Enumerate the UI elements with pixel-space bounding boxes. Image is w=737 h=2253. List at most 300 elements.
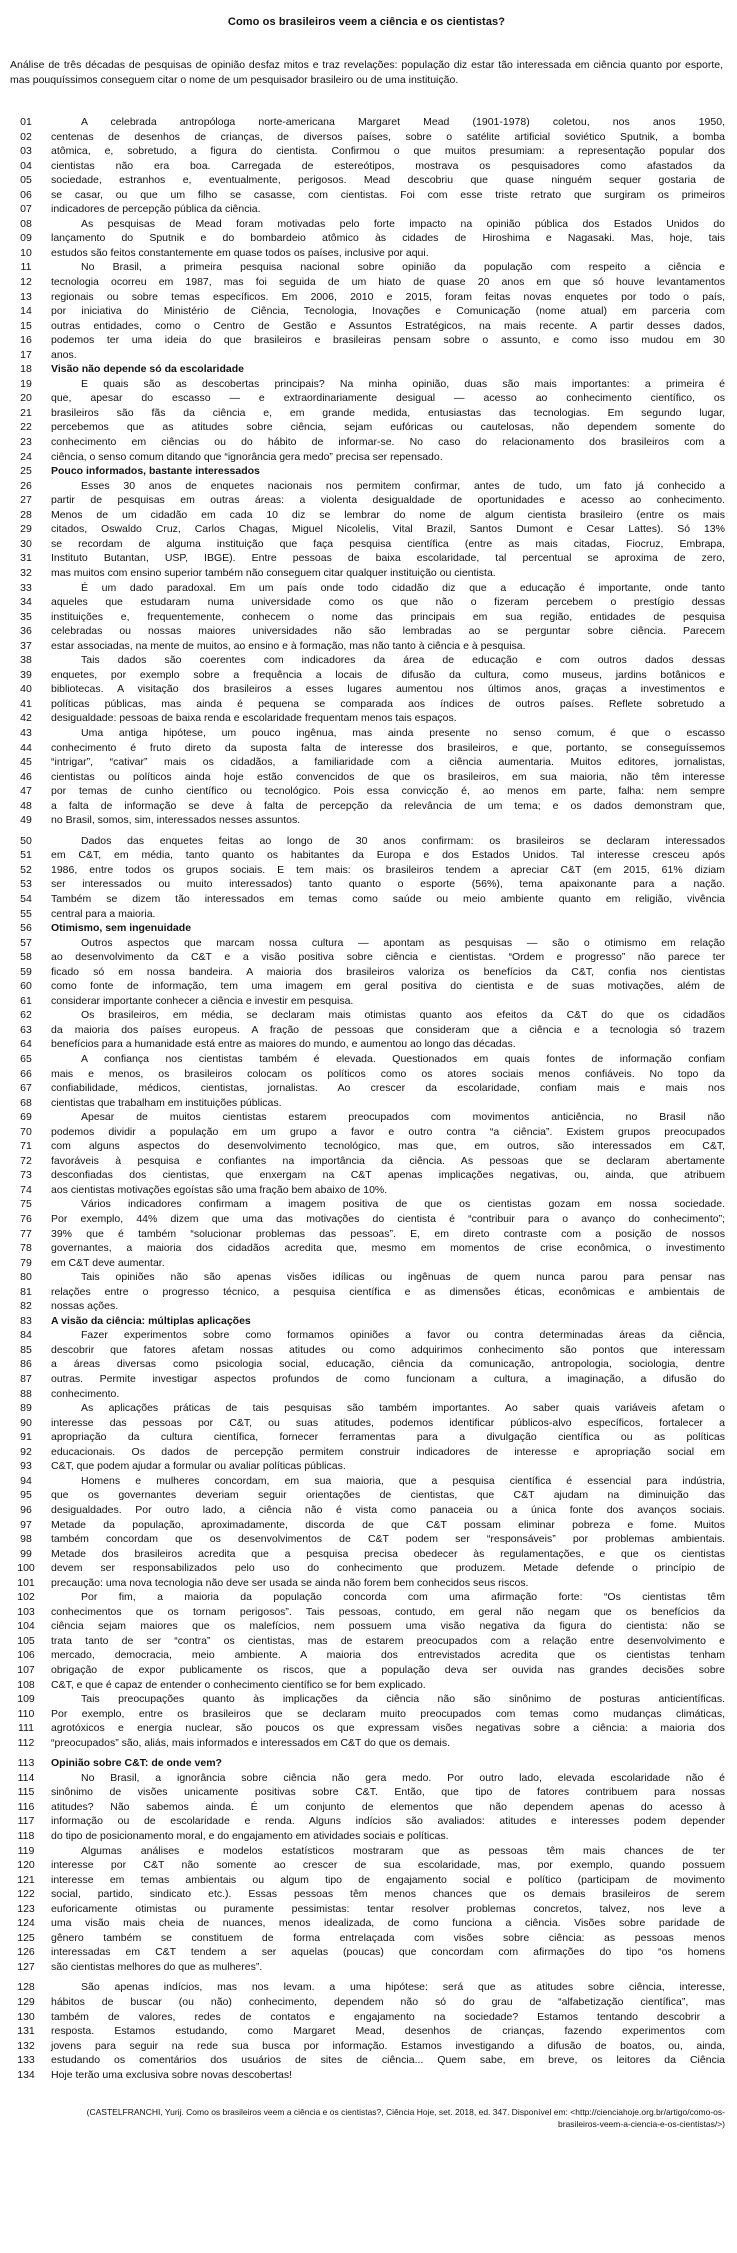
- line-text: por temas de cunho científico ou tecnológico. Pois essa convicção é, ao menos em parte, falha: nem sempre: [51, 785, 725, 798]
- line-number: 88: [20, 1387, 32, 1400]
- text-line: [8, 2068, 725, 2083]
- line-text: ser interessados ou muito interessados) tanto quanto o esporte (56%), tema apaixonante para a nação.: [51, 878, 725, 891]
- text-line: [8, 348, 725, 363]
- line-text: educacionais. Os dados de percepção permitem construir indicadores de interesse e apropriação social em: [51, 1445, 725, 1458]
- line-number: 53: [20, 878, 32, 891]
- line-text: a áreas diversas como psicologia social, educação, ciência da comunicação, antropologia, sociologia, dentre: [51, 1358, 725, 1371]
- text-line: [8, 1829, 725, 1844]
- line-text: aos cientistas motivações egoístas são uma fração bem abaixo de 10%.: [51, 1183, 388, 1196]
- line-number: 100: [17, 1562, 35, 1575]
- line-number: 111: [18, 1722, 34, 1735]
- text-line: [8, 1960, 725, 1975]
- line-number: 44: [20, 741, 32, 754]
- line-text: com alguns aspectos do desenvolvimento tecnológico, mas que, em outros, são interessados em C&T,: [51, 1140, 725, 1153]
- line-number: 112: [17, 1736, 35, 1749]
- text-line: [8, 479, 725, 494]
- line-text: Homens e mulheres concordam, em sua maioria, que a pesquisa científica é essencial para indústria,: [81, 1474, 725, 1487]
- text-line: [8, 848, 725, 863]
- text-line: [8, 522, 725, 537]
- line-number: 83: [20, 1314, 32, 1327]
- line-number: 90: [20, 1416, 32, 1429]
- line-text: euforicamente otimistas ou puramente pessimistas: tentar resolver problemas concretos, talvez, nos leve a: [51, 1902, 725, 1915]
- text-line: [8, 1328, 725, 1343]
- text-line: [8, 711, 725, 726]
- line-text: Fazer experimentos sobre como formamos opiniões a favor ou contra determinadas áreas da ciência,: [81, 1329, 725, 1342]
- line-number: 96: [20, 1503, 32, 1516]
- line-number: 43: [20, 726, 32, 739]
- line-number: 14: [20, 305, 32, 318]
- line-text: Metade dos brasileiros acredita que a pesquisa precisa obedecer às regulamentações, e que os cientistas: [51, 1547, 725, 1560]
- text-line: [8, 1154, 725, 1169]
- line-number: 39: [20, 668, 32, 681]
- line-number: 98: [20, 1533, 32, 1546]
- text-line: [8, 863, 725, 878]
- line-number: 09: [20, 232, 32, 245]
- line-text: trata tanto de ser “contra” os cientistas, mas de estarem preocupados com a relação entre desenvolvimento e: [51, 1634, 725, 1647]
- line-number: 76: [20, 1213, 32, 1226]
- line-text: confiabilidade, médicos, cientistas, jornalistas. Ao crescer da escolaridade, confiam mais e mais nos: [51, 1082, 725, 1095]
- text-line: [8, 1887, 725, 1902]
- text-line: [8, 1844, 725, 1859]
- line-number: 22: [20, 421, 32, 434]
- line-text: estudando os comentários dos usuários de sites de ciência... Quem sabe, em breve, os leitores da Ciência: [51, 2054, 725, 2067]
- line-text: Tais opiniões não são apenas visões idílicas ou ingênuas de quem nunca parou para pensar nas: [81, 1271, 725, 1284]
- line-text: que, apesar do escasso — e extraordinariamente desigual — acesso ao conhecimento científico, os: [51, 392, 725, 405]
- text-line: [8, 435, 725, 450]
- line-number: 133: [17, 2054, 35, 2067]
- text-line: [8, 1518, 725, 1533]
- line-text: devem ser responsabilizados pelo uso do conhecimento que produzem. Metade defende o princípio de: [51, 1562, 725, 1575]
- text-line: [8, 493, 725, 508]
- line-number: 34: [20, 596, 32, 609]
- text-line: [8, 892, 725, 907]
- line-number: 29: [20, 523, 32, 536]
- line-number: 15: [20, 319, 32, 332]
- text-line: [8, 682, 725, 697]
- line-number: 66: [20, 1067, 32, 1080]
- text-line: [8, 188, 725, 203]
- text-line: [8, 1736, 725, 1751]
- line-text: desigualdades. Por outro lado, a ciência não é vista como panaceia ou a única fonte dos avanços sociais.: [51, 1503, 725, 1516]
- line-text: cientistas que trabalham em instituições públicas.: [51, 1096, 282, 1109]
- line-text: mais e menos, os brasileiros colocam os políticos como os atores sociais menos confiáveis. No topo da: [51, 1067, 725, 1080]
- line-text: por iniciativa do Ministério de Ciência, Tecnologia, Inovações e Comunicação (nome atual) em parceria com: [51, 305, 725, 318]
- line-number: 45: [20, 756, 32, 769]
- text-line: [8, 1503, 725, 1518]
- line-text: É um dado paradoxal. Em um país onde todo cidadão diz que a educação é importante, onde tanto: [81, 581, 725, 594]
- line-number: 07: [20, 203, 32, 216]
- text-line: [8, 1547, 725, 1562]
- line-number: 102: [17, 1591, 35, 1604]
- line-number: 63: [20, 1023, 32, 1036]
- line-number: 54: [20, 892, 32, 905]
- text-line: [8, 755, 725, 770]
- line-text: No Brasil, a primeira pesquisa nacional sobre opinião da população com respeito a ciência e: [81, 261, 725, 274]
- text-line: [8, 1648, 725, 1663]
- line-number: 25: [20, 465, 32, 478]
- line-number: 56: [20, 922, 32, 935]
- line-text: resposta. Estamos estudando, como Margaret Mead, desenhos de crianças, fazendo experimentos com: [51, 2025, 725, 2038]
- line-number: 118: [17, 1829, 35, 1842]
- text-line: [8, 581, 725, 596]
- text-line: [8, 979, 725, 994]
- line-number: 60: [20, 980, 32, 993]
- text-line: [8, 1299, 725, 1314]
- text-line: [8, 1678, 725, 1693]
- line-number: 20: [20, 392, 32, 405]
- line-number: 55: [20, 907, 32, 920]
- text-line: [8, 1212, 725, 1227]
- section-heading: Otimismo, sem ingenuidade: [51, 922, 192, 935]
- line-text: em C&T, em média, tanto quanto os habitantes da Europa e dos Estados Unidos. Tal interesse cresceu após: [51, 849, 725, 862]
- text-line: [8, 1980, 725, 1995]
- line-text: central para a maioria.: [51, 907, 156, 920]
- line-text: nossas ações.: [51, 1300, 119, 1313]
- line-text: que os governantes deveriam seguir orientações de cientistas, que C&T ajudam na diminuição das: [51, 1489, 725, 1502]
- line-number: 87: [20, 1373, 32, 1386]
- line-text: uma visão mais cheia de nuances, menos idealizada, de como funciona a ciência. Visões sobre paridade de: [51, 1917, 725, 1930]
- line-number: 127: [17, 1960, 35, 1973]
- line-number: 134: [17, 2068, 35, 2081]
- line-number: 68: [20, 1096, 32, 1109]
- text-line: [8, 1270, 725, 1285]
- line-number: 97: [20, 1518, 32, 1531]
- line-number: 91: [20, 1431, 32, 1444]
- line-text: ao desenvolvimento da C&T e a visão positiva sobre ciência e cientistas. “Ordem e progresso” não parece ter: [51, 951, 725, 964]
- line-number: 42: [20, 712, 32, 725]
- line-text: indicadores de percepção pública da ciência.: [51, 203, 261, 216]
- line-text: interesse das pessoas por C&T, ou suas atitudes, podemos identificar públicos-alvo específicos, fortalecer a: [51, 1416, 725, 1429]
- text-line: [8, 246, 725, 261]
- line-text: interessadas em C&T tendem a ser aquelas (poucas) que concordam com afirmações do tipo “os homens: [51, 1946, 725, 1959]
- line-number: 109: [17, 1693, 35, 1706]
- line-number: 108: [17, 1678, 35, 1691]
- line-text: Por exemplo, entre os brasileiros que se declaram muito preocupados com temas como mudanças climáticas,: [51, 1707, 725, 1720]
- line-number: 115: [17, 1786, 35, 1799]
- line-number: 70: [20, 1125, 32, 1138]
- line-text: Menos de um cidadão em cada 10 diz se lembrar do nome de algum cientista brasileiro (entre os mais: [51, 508, 725, 521]
- text-line: [8, 391, 725, 406]
- line-text: apropriação da cultura científica, fornecer ferramentas para a divulgação científica ou as políticas: [51, 1431, 725, 1444]
- text-line: [8, 450, 725, 465]
- text-line: [8, 1008, 725, 1023]
- line-text: partir de pesquisas em outras áreas: a violenta desigualdade de oportunidades e acesso ao conhecimento.: [51, 494, 725, 507]
- text-line: [8, 304, 725, 319]
- text-line: [8, 1023, 725, 1038]
- line-text: As pesquisas de Mead foram motivadas pelo forte impacto na opinião pública dos Estados Unidos do: [81, 217, 725, 230]
- line-number: 122: [17, 1888, 35, 1901]
- line-number: 62: [20, 1009, 32, 1022]
- text-line: [8, 799, 725, 814]
- line-number: 132: [17, 2039, 35, 2052]
- line-text: Dados das enquetes feitas ao longo de 30 anos confirmam: os brasileiros se declaram interessados: [81, 834, 725, 847]
- line-text: agrotóxicos e energia nuclear, são poucos os que expressam visões negativas sobre a ciência: a maioria dos: [51, 1722, 725, 1735]
- line-text: tecnologia ocorreu em 1987, mas foi seguida de um hiato de quase 20 anos em que só houve levantamentos: [51, 276, 725, 289]
- line-text: se casar, ou que um filho se casasse, com cientistas. Foi com esse triste retrato que surgiram os primeiros: [51, 188, 725, 201]
- line-number: 85: [20, 1343, 32, 1356]
- text-line: [8, 551, 725, 566]
- text-line: [8, 1416, 725, 1431]
- text-line: [8, 275, 725, 290]
- line-text: favoráveis à pesquisa e confiantes na importância da ciência. As pessoas que se declaram abertamente: [51, 1154, 725, 1167]
- text-line: [8, 2053, 725, 2068]
- line-text: 39% que é também “solucionar problemas das pessoas”. E, em direto contraste com a posição de nossos: [51, 1227, 725, 1240]
- line-text: interesse por C&T não somente ao crescer de sua escolaridade, mas, por exemplo, quando possuem: [51, 1859, 725, 1872]
- text-line: [8, 1372, 725, 1387]
- text-line: [8, 1052, 725, 1067]
- line-text: podemos dividir a população em um grupo a favor e outro contra “a ciência”. Existem grupos preocupados: [51, 1125, 725, 1138]
- text-line: [8, 653, 725, 668]
- text-line: [8, 965, 725, 980]
- line-number: 131: [17, 2025, 35, 2038]
- line-number: 11: [20, 261, 32, 274]
- line-number: 123: [17, 1902, 35, 1915]
- line-number: 26: [20, 479, 32, 492]
- line-number: 77: [20, 1227, 32, 1240]
- text-line: [8, 1110, 725, 1125]
- line-number: 18: [20, 363, 32, 376]
- line-number: 73: [20, 1169, 32, 1182]
- line-number: 35: [20, 610, 32, 623]
- text-line: [8, 1916, 725, 1931]
- line-number: 47: [20, 785, 32, 798]
- line-text: Por exemplo, 44% dizem que uma das motivações do cientista é “contribuir para o avanço do conhecimento”;: [51, 1213, 725, 1226]
- line-number: 121: [17, 1873, 35, 1886]
- line-text: se recordam de alguma instituição que faça pesquisa científica (entre as mais citadas, Fiocruz, Embrapa,: [51, 537, 725, 550]
- text-line: [8, 1532, 725, 1547]
- text-line: [8, 697, 725, 712]
- line-text: Tais preocupações quanto às implicações da ciência não são sinônimo de posturas anticientíficas.: [81, 1693, 725, 1706]
- line-number: 19: [20, 377, 32, 390]
- line-text: A confiança nos cientistas também é elevada. Questionados em quais fontes de informação confiam: [81, 1053, 725, 1065]
- line-text: cientistas ou políticos ainda hoje estão convencidos de que os brasileiros, em sua maioria, não têm interesse: [51, 770, 725, 783]
- section-heading: Opinião sobre C&T: de onde vem?: [51, 1757, 222, 1770]
- line-number: 119: [17, 1844, 35, 1857]
- line-text: sociedade, estranhos e, eventualmente, perigosos. Mead descobriu que quase ninguém sequer gostaria de: [51, 174, 725, 187]
- text-line: [8, 1873, 725, 1888]
- text-line: [8, 1707, 725, 1722]
- text-line: [8, 1814, 725, 1829]
- line-text: governantes, a maioria dos cidadãos acredita que, mesmo em momentos de crise econômica, o investimento: [51, 1242, 725, 1255]
- line-number: 130: [17, 2010, 35, 2023]
- line-text: percebemos que as atitudes sobre ciência, sejam eufóricas ou cautelosas, não dependem somente do: [51, 421, 725, 434]
- line-number: 93: [20, 1460, 32, 1473]
- text-line: [8, 566, 725, 581]
- text-line: [8, 1445, 725, 1460]
- text-line: [8, 1139, 725, 1154]
- text-line: [8, 877, 725, 892]
- line-number: 40: [20, 683, 32, 696]
- line-text: cientistas não era boa. Carregada de estereótipos, mostrava os pesquisadores como afastados da: [51, 159, 725, 172]
- line-number: 49: [20, 814, 32, 827]
- text-line: [8, 668, 725, 683]
- line-number: 32: [20, 566, 32, 579]
- line-number: 16: [20, 334, 32, 347]
- text-line: [8, 1474, 725, 1489]
- line-text: Por fim, a maioria da população concorda com uma afirmação forte: “Os cientistas têm: [81, 1591, 725, 1604]
- line-text: Instituto Butantan, USP, IBGE). Entre pessoas de baixa escolaridade, tal percentual se aproxima de zero,: [51, 552, 725, 565]
- line-text: mercado, democracia, meio ambiente. A maioria dos entrevistados acredita que os cientistas tenham: [51, 1649, 725, 1662]
- text-line: [8, 508, 725, 523]
- line-number: 113: [17, 1757, 35, 1770]
- line-number: 27: [20, 494, 32, 507]
- text-line: [8, 1858, 725, 1873]
- line-number: 37: [20, 639, 32, 652]
- text-line: [8, 726, 725, 741]
- line-number: 46: [20, 770, 32, 783]
- line-text: também de valores, redes de contatos e engajamento na sociedade? Estamos tentando descobrir a: [51, 2010, 725, 2023]
- line-number: 51: [20, 849, 32, 862]
- line-text: jovens para seguir na rede sua busca por informação. Estamos investigando a difusão de boatos, ou, ainda,: [51, 2039, 725, 2052]
- text-line: [8, 159, 725, 174]
- line-text: mas muitos com ensino superior também não conseguem citar qualquer instituição ou cientista.: [51, 566, 496, 579]
- line-text: citados, Oswaldo Cruz, Carlos Chagas, Miguel Nicolelis, Vital Brazil, Santos Dumont e Cesar Lattes). Só 13%: [51, 523, 725, 536]
- line-number: 33: [20, 581, 32, 594]
- text-line: [8, 1619, 725, 1634]
- line-number: 114: [17, 1771, 35, 1784]
- line-number: 41: [20, 697, 32, 710]
- line-text: são cientistas melhores do que as mulheres”.: [51, 1960, 263, 1973]
- line-number: 03: [20, 145, 32, 158]
- text-line: [8, 1771, 725, 1786]
- text-line: [8, 907, 725, 922]
- line-text: outras. Permite investigar aspectos profundos de como funcionam a cultura, a imaginação, a difusão do: [51, 1373, 725, 1386]
- text-line: [8, 1561, 725, 1576]
- text-line: [8, 610, 725, 625]
- line-text: brasileiros são fãs da ciência e, em grande medida, entusiastas das tecnologias. Em segundo lugar,: [51, 406, 725, 419]
- line-number: 12: [20, 276, 32, 289]
- text-line: [8, 595, 725, 610]
- line-text: descobrir que fatores afetam nossas atitudes ou como adquirimos conhecimento são pontos que interessam: [51, 1343, 725, 1356]
- line-text: ciência, o senso comum ditando que “ignorância gera medo” precisa ser repensado.: [51, 450, 443, 463]
- line-text: celebradas ou nossas maiores universidades não são lembradas ao se perguntar sobre ciência. Parecem: [51, 625, 725, 638]
- line-number: 101: [17, 1576, 35, 1589]
- line-text: outras entidades, como o Centro de Gestão e Assuntos Estratégicos, na mais recente. A partir desses dados,: [51, 319, 725, 332]
- text-line: [8, 1081, 725, 1096]
- line-text: desigualdade: pessoas de baixa renda e escolaridade frequentam menos tais espaços.: [51, 712, 457, 725]
- line-text: social, partido, sindicato etc.). Essas pessoas têm menos chances que os demais brasileiros de serem: [51, 1888, 725, 1901]
- text-line: [8, 1256, 725, 1271]
- line-text: Apesar de muitos cientistas estarem preocupados com movimentos anticiência, no Brasil não: [81, 1111, 725, 1124]
- line-number: 103: [17, 1605, 35, 1618]
- text-line: [8, 1931, 725, 1946]
- line-text: Também se dizem tão interessados em temas como saúde ou meio ambiente quanto em religião, vivência: [51, 892, 725, 905]
- line-text: anos.: [51, 348, 77, 361]
- line-number: 71: [20, 1140, 32, 1153]
- text-line: [8, 231, 725, 246]
- text-line: [8, 1488, 725, 1503]
- line-text: ciência sejam maiores que os malefícios, nem possuem uma visão negativa da figura do cientista: não se: [51, 1620, 725, 1633]
- line-text: em C&T deve aumentar.: [51, 1256, 165, 1269]
- line-number: 107: [17, 1663, 35, 1676]
- text-line: [8, 1096, 725, 1111]
- text-line: [8, 1785, 725, 1800]
- line-text: sinônimo de visões unicamente positivas sobre C&T. Então, que tipo de fatores contribuem para nossas: [51, 1786, 725, 1799]
- text-line: [8, 1430, 725, 1445]
- line-number: 58: [20, 951, 32, 964]
- line-text: como fonte de informação, tem uma imagem em geral positiva do cientista e de suas motivações, além de: [51, 980, 725, 993]
- text-line: [8, 420, 725, 435]
- line-number: 84: [20, 1329, 32, 1342]
- line-text: Hoje terão uma exclusiva sobre novas descobertas!: [51, 2068, 293, 2081]
- line-text: centenas de desenhos de crianças, de diversos países, sobre o satélite artificial soviético Sputnik, a bomba: [51, 130, 725, 143]
- line-text: gênero também se constituem de forma entrelaçada com visões sobre ciência: as pessoas menos: [51, 1931, 725, 1944]
- line-text: hábitos de buscar (ou não) conhecimento, dependem não só do grau de “alfabetização científica”, mas: [51, 1996, 725, 2008]
- text-line: [8, 333, 725, 348]
- text-line: [8, 994, 725, 1009]
- line-number: 01: [20, 116, 32, 128]
- text-line: [8, 406, 725, 421]
- text-line: [8, 1902, 725, 1917]
- line-number: 06: [20, 188, 32, 201]
- text-line: [8, 1800, 725, 1815]
- citation: (CASTELFRANCHI, Yurij. Como os brasileiros veem a ciência e os cientistas?, Ciência Hoje, set. 2018, ed. 347. Disponível em: <http://cienciahoje.org.br/artigo/como-os-brasileiros-veem-a-ciencia-e-os-cientistas/>): [86, 2107, 725, 2130]
- text-line: [8, 1459, 725, 1474]
- line-number: 36: [20, 625, 32, 638]
- text-line: [8, 362, 725, 377]
- line-number: 24: [20, 450, 32, 463]
- text-line: [8, 1285, 725, 1300]
- text-line: [8, 784, 725, 799]
- section-heading: A visão da ciência: múltiplas aplicações: [51, 1314, 251, 1327]
- line-number: 81: [20, 1285, 32, 1298]
- line-text: aqueles que estudaram numa universidade como os que não o fizeram percebem o prestígio dessas: [51, 596, 725, 609]
- line-text: informação ou de escolaridade e renda. Alguns indícios são avaliados: atitudes e interesses podem depender: [51, 1815, 725, 1828]
- text-line: [8, 770, 725, 785]
- line-number: 116: [17, 1800, 35, 1813]
- line-text: atitudes? Não sabemos ainda. É um conjunto de elementos que não dependem apenas do acesso à: [51, 1800, 725, 1813]
- line-number: 86: [20, 1358, 32, 1371]
- line-text: desconfiadas dos cientistas, que enxergam na C&T apenas implicações negativas, ou, ainda, que atribuem: [51, 1169, 725, 1182]
- text-line: [8, 1314, 725, 1329]
- text-line: [8, 1197, 725, 1212]
- line-number: 38: [20, 654, 32, 667]
- line-text: As aplicações práticas de tais pesquisas são também importantes. Ao saber quais variáveis afetam o: [81, 1402, 725, 1415]
- line-number: 126: [17, 1946, 35, 1959]
- line-number: 110: [17, 1707, 35, 1720]
- text-line: [8, 115, 725, 130]
- section-heading: Visão não depende só da escolaridade: [51, 363, 244, 376]
- line-number: 17: [20, 348, 32, 361]
- line-number: 105: [17, 1634, 35, 1647]
- line-text: São apenas indícios, mas nos levam. a uma hipótese: será que as atitudes sobre ciência, interesse,: [81, 1981, 725, 1994]
- text-line: [8, 2010, 725, 2025]
- text-line: [8, 1401, 725, 1416]
- line-number: 72: [20, 1154, 32, 1167]
- line-text: instituições e, frequentemente, conhecem o nome das principais em sua região, entidades de pesquisa: [51, 610, 725, 623]
- line-number: 75: [20, 1198, 32, 1211]
- text-line: [8, 1721, 725, 1736]
- line-text: conhecimento é fruto direto da suposta falta de interesse dos brasileiros, e que, portanto, se conseguíssemos: [51, 741, 725, 754]
- text-line: [8, 1387, 725, 1402]
- text-line: [8, 813, 725, 828]
- line-number: 120: [17, 1859, 35, 1872]
- line-text: enquetes, por exemplo sobre a frequência a locais de difusão da cultura, como museus, jardins botânicos e: [51, 668, 725, 681]
- line-text: atômica, e, sobretudo, a figura do cientista. Confirmou o que muitos presumiam: a representação popular dos: [51, 145, 725, 158]
- line-text: benefícios para a humanidade está entre as maiores do mundo, e aumentou ao longo das décadas.: [51, 1038, 516, 1051]
- line-text: E quais são as descobertas principais? Na minha opinião, duas são mais importantes: a primeira é: [81, 377, 725, 390]
- text-line: [8, 319, 725, 334]
- text-line: [8, 1995, 725, 2010]
- line-number: 64: [20, 1038, 32, 1051]
- text-line: [8, 1168, 725, 1183]
- line-text: interesse em temas ambientais ou algum tipo de engajamento social e político (participam de movimento: [51, 1873, 725, 1886]
- text-line: [8, 1756, 725, 1771]
- text-line: [8, 936, 725, 951]
- line-number: 117: [17, 1815, 35, 1828]
- text-line: [8, 1241, 725, 1256]
- line-number: 78: [20, 1242, 32, 1255]
